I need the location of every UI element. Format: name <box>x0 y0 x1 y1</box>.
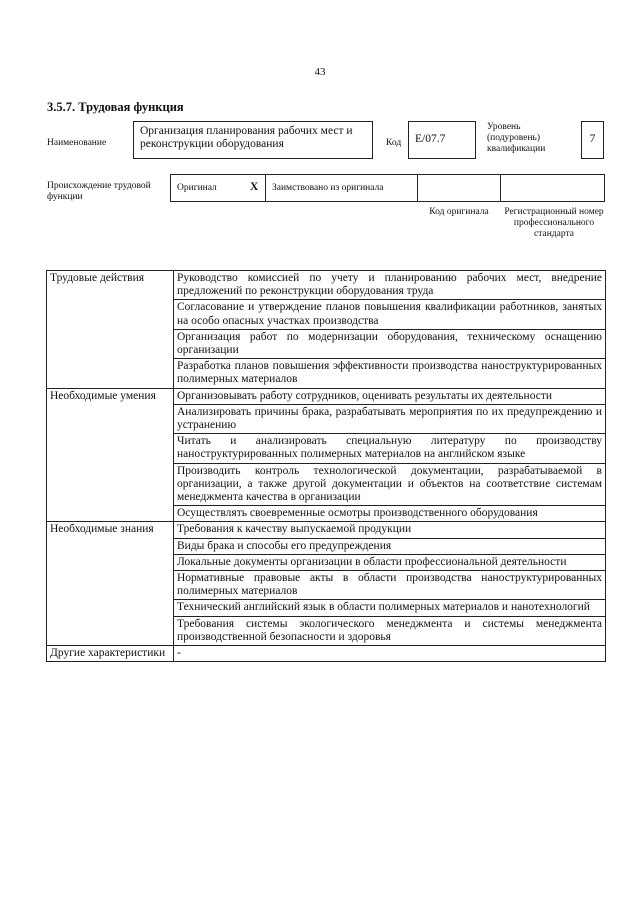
page-number: 43 <box>314 66 326 78</box>
origin-original-mark: X <box>250 181 259 193</box>
section-item: Руководство комиссией по учету и планированию рабочих мест, внедрение предложений по реконструкции оборудования труда <box>174 271 606 300</box>
origin-reg-number-cell <box>500 174 605 202</box>
code-label: Код <box>386 138 402 148</box>
origin-borrowed-cell <box>265 174 418 202</box>
table-row <box>47 646 606 662</box>
section-item: Технический английский язык в области полимерных материалов и нанотехнологий <box>174 600 606 616</box>
labor-function-table <box>46 270 606 662</box>
section-item: Разработка планов повышения эффективности производства наноструктурированных полимерных материалов <box>174 359 606 388</box>
section-label: Необходимые умения <box>47 388 174 522</box>
name-value: Организация планирования рабочих мест и реконструкции оборудования <box>140 125 353 150</box>
section-label: Необходимые знания <box>47 522 174 646</box>
origin-label: Происхождение трудовой функции <box>47 181 151 202</box>
section-item: Анализировать причины брака, разрабатывать мероприятия по их предупреждению и устранению <box>174 404 606 433</box>
origin-borrowed-label: Заимствовано из оригинала <box>272 183 384 193</box>
section-title: 3.5.7. Трудовая функция <box>47 100 184 114</box>
section-item: Требования к качеству выпускаемой продукции <box>174 522 606 538</box>
name-value-box <box>133 121 373 159</box>
reg-number-caption: Регистрационный номер профессионального стандарта <box>504 207 604 239</box>
level-value: 7 <box>589 133 596 145</box>
code-value-box <box>408 121 476 159</box>
section-item: Локальные документы организации в области профессиональной деятельности <box>174 554 606 570</box>
section-item: Производить контроль технологической документации, разрабатываемой в организации, а также другой документации и объектов на соответствие системам менеджмента качества в организации <box>174 463 606 506</box>
section-item: Согласование и утверждение планов повышения квалификации работников, занятых на особо опасных участках производства <box>174 300 606 329</box>
level-label: Уровень (подуровень) квалификации <box>487 122 546 154</box>
section-item: Осуществлять своевременные осмотры производственного оборудования <box>174 506 606 522</box>
section-item: Нормативные правовые акты в области производства наноструктурированных полимерных материалов <box>174 571 606 600</box>
table-row <box>47 271 606 300</box>
name-label: Наименование <box>47 138 107 148</box>
origin-original-cell <box>170 174 266 202</box>
code-value: E/07.7 <box>415 133 446 145</box>
level-value-box <box>581 121 604 159</box>
section-item: Организовывать работу сотрудников, оценивать результаты их деятельности <box>174 388 606 404</box>
table-row <box>47 522 606 538</box>
section-item: Виды брака и способы его предупреждения <box>174 538 606 554</box>
code-original-caption: Код оригинала <box>429 207 489 217</box>
table-row <box>47 388 606 404</box>
section-item: Организация работ по модернизации оборудования, техническому оснащению организации <box>174 329 606 358</box>
origin-code-cell <box>417 174 501 202</box>
section-label: Другие характеристики <box>47 646 174 662</box>
section-item: Читать и анализировать специальную литературу по производству наноструктурированных полимерных материалов на английском языке <box>174 434 606 463</box>
section-item: - <box>174 646 606 662</box>
section-item: Требования системы экологического менеджмента и системы менеджмента производственной безопасности и здоровья <box>174 616 606 645</box>
origin-original-label: Оригинал <box>177 183 217 193</box>
section-label: Трудовые действия <box>47 271 174 389</box>
